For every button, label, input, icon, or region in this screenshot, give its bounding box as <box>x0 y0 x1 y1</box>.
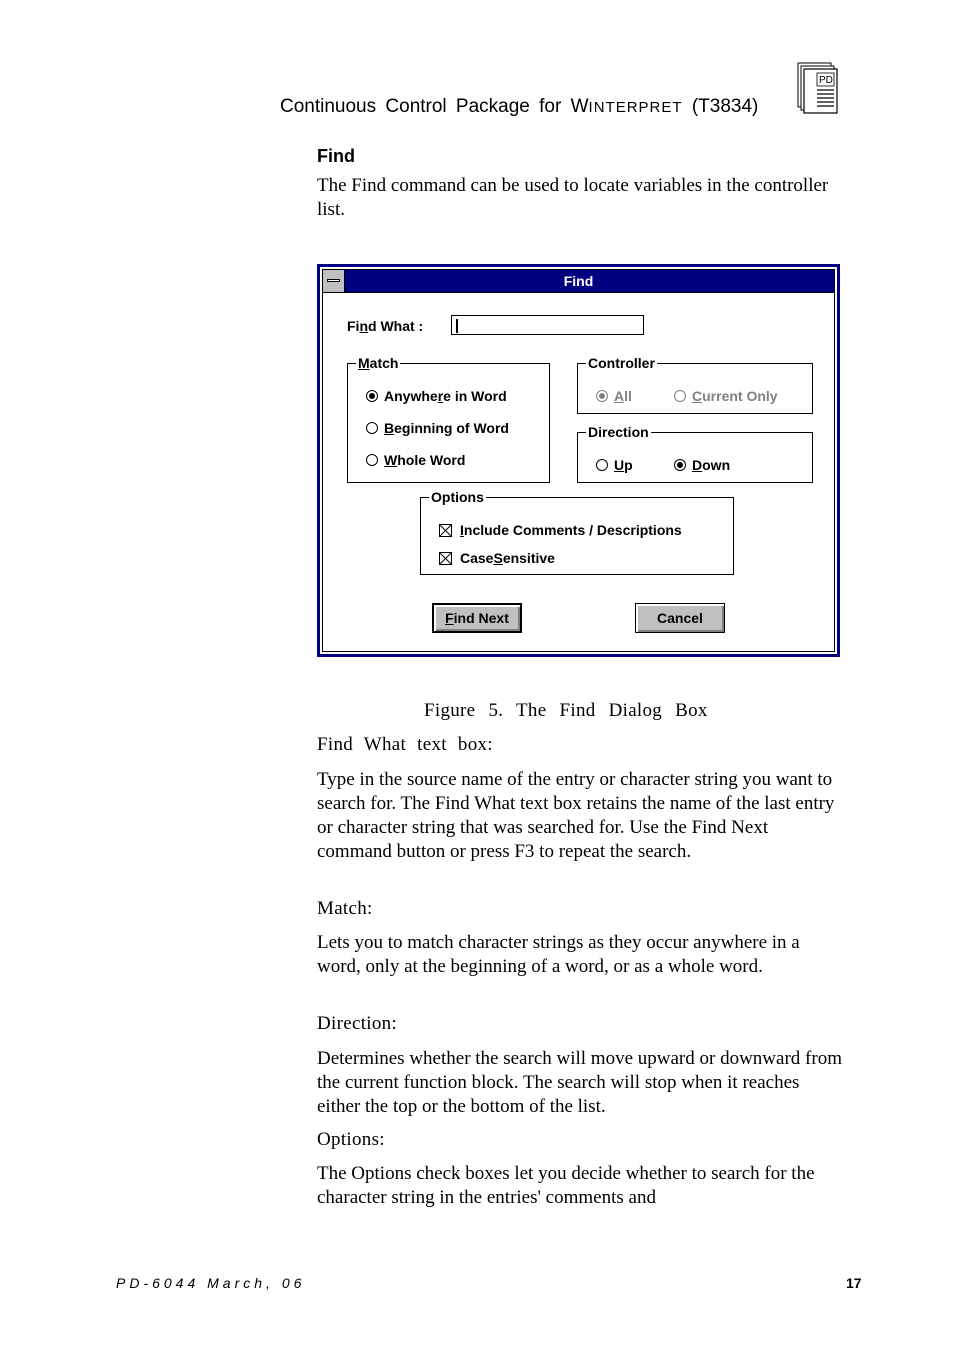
radio-unselected-icon <box>366 422 378 434</box>
radio-unselected-icon <box>596 459 608 471</box>
find-what-label: Find What : <box>347 318 424 334</box>
direction-group <box>577 424 813 483</box>
dialog-title: Find <box>563 273 594 289</box>
radio-selected-disabled-icon <box>596 390 608 402</box>
term-options: Options: <box>317 1129 385 1150</box>
find-next-button[interactable]: Find Next <box>432 603 522 633</box>
header-title-prefix: Continuous Control Package for W <box>280 96 589 117</box>
include-comments-checkbox[interactable]: I nclude Comments / Descriptions <box>439 522 682 538</box>
radio-selected-icon <box>674 459 686 471</box>
figure-caption: Figure 5. The Find Dialog Box <box>424 700 708 721</box>
section-heading: Find <box>317 146 355 166</box>
direction-down-radio[interactable]: D own <box>674 457 730 473</box>
desc-direction: Determines whether the search will move upward or downward from the current function block. The search will stop when it reaches either the top or the bottom of the list. <box>317 1048 842 1117</box>
term-find-what: Find What text box: <box>317 734 493 755</box>
page-number: 17 <box>846 1275 862 1291</box>
header-title-suffix: (T3834) <box>682 96 759 117</box>
cancel-button[interactable]: Cancel <box>635 603 725 633</box>
checkbox-checked-icon <box>439 524 452 537</box>
document-stack-icon <box>797 62 839 114</box>
match-group-label: Match <box>358 355 399 371</box>
match-beginning-radio[interactable]: B eginning of Word <box>366 420 509 436</box>
desc-match: Lets you to match character strings as they occur anywhere in a word, only at the beginning of a word, or as a whole word. <box>317 932 800 977</box>
options-group <box>420 489 734 575</box>
intro-paragraph: The Find command can be used to locate variables in the controller list. <box>317 175 829 220</box>
desc-find-what: Type in the source name of the entry or character string you want to search for. The Find What text box retains the name of the last entry or character string that was searched for. Use the Find Next command button or press F3 to repeat the search. <box>317 769 835 862</box>
controller-current-only-radio[interactable]: Current Only <box>674 388 778 404</box>
radio-selected-icon <box>366 390 378 402</box>
direction-up-radio[interactable]: U p <box>596 457 633 473</box>
find-what-input[interactable] <box>451 315 644 335</box>
running-header <box>280 96 758 118</box>
term-direction: Direction: <box>317 1013 398 1034</box>
case-sensitive-checkbox[interactable]: Case S ensitive <box>439 550 555 566</box>
match-anywhere-radio[interactable]: Anywhe r e in Word <box>366 388 507 404</box>
checkbox-checked-icon <box>439 552 452 565</box>
system-menu-icon[interactable] <box>323 270 345 292</box>
icon-label: PD <box>819 75 833 86</box>
controller-group <box>577 355 813 414</box>
footer-doc-id: PD-6044 March, 06 <box>116 1275 306 1291</box>
desc-options: The Options check boxes let you decide whether to search for the character string in the entries' comments and <box>317 1163 815 1208</box>
match-whole-word-radio[interactable]: W hole Word <box>366 452 465 468</box>
header-title-smallcaps: INTERPRET <box>588 99 683 116</box>
options-group-label: Options <box>431 489 484 505</box>
dialog-titlebar[interactable] <box>323 270 834 293</box>
match-group <box>347 355 550 483</box>
controller-all-radio[interactable]: All <box>596 388 632 404</box>
term-match: Match: <box>317 898 373 919</box>
radio-unselected-disabled-icon <box>674 390 686 402</box>
radio-unselected-icon <box>366 454 378 466</box>
controller-group-label: Controller <box>588 355 655 371</box>
direction-group-label: Direction <box>588 424 649 440</box>
text-caret <box>456 319 458 333</box>
find-dialog <box>317 264 840 657</box>
